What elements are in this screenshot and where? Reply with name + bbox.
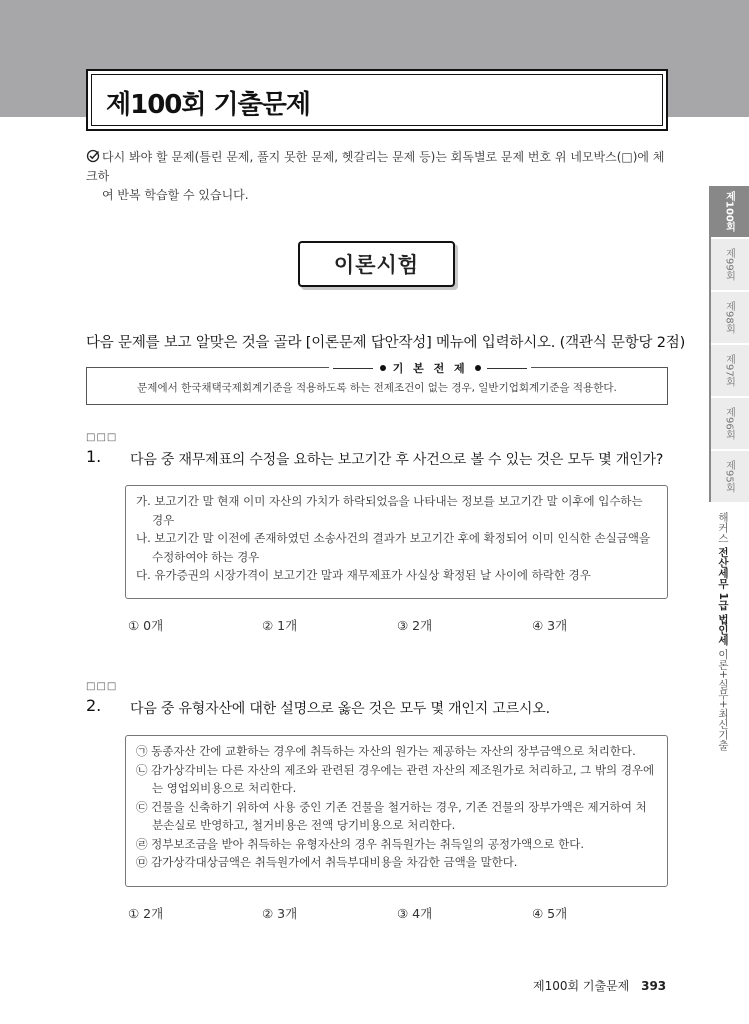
q1-text: 다음 중 재무제표의 수정을 요하는 보고기간 후 사건으로 볼 수 있는 것은 모두 몇 개인가? xyxy=(130,452,664,468)
side-tab-label: 제96회 xyxy=(723,407,735,440)
side-tab-95[interactable] xyxy=(709,451,749,503)
side-tab-100[interactable] xyxy=(709,186,749,238)
q2-option-1[interactable]: ① 2개 xyxy=(128,906,164,921)
side-tab-label: 제95회 xyxy=(723,460,735,493)
q2-statement: ㉣ 정부보조금을 받아 취득하는 유형자산의 경우 취득원가는 취득일의 공정가액으로 한다. xyxy=(136,836,584,851)
premise-label-line-left xyxy=(333,368,373,369)
q1-options xyxy=(128,616,668,636)
review-note-line2: 여 반복 학습할 수 있습니다. xyxy=(102,188,249,202)
q2-statements-box xyxy=(125,735,668,887)
q1-option-1[interactable]: ① 0개 xyxy=(128,618,164,633)
q2-text: 다음 중 유형자산에 대한 설명으로 옳은 것은 모두 몇 개인지 고르시오. xyxy=(130,701,550,717)
page-footer xyxy=(533,977,666,994)
page-title: 제100회 기출문제 xyxy=(106,90,311,120)
side-tab-label: 제100회 xyxy=(723,191,735,232)
title-box xyxy=(86,69,668,131)
side-tab-divider xyxy=(709,186,711,502)
q1-review-checkboxes[interactable]: □□□ xyxy=(86,432,118,443)
side-tab-label: 제98회 xyxy=(723,301,735,334)
q1-option-3[interactable]: ③ 2개 xyxy=(397,618,433,633)
q1-option-4[interactable]: ④ 3개 xyxy=(532,618,568,633)
q1-statement: 나. 보고기간 말 이전에 존재하였던 소송사건의 결과가 보고기간 후에 확정되어 이미 인식한 손실금액을 수정하여야 하는 경우 xyxy=(136,531,651,564)
side-tab-98[interactable] xyxy=(709,292,749,344)
q1-option-2[interactable]: ② 1개 xyxy=(262,618,298,633)
premise-label-dot-left xyxy=(380,365,386,371)
q2-statement: ㉤ 감가상각대상금액은 취득원가에서 취득부대비용을 차감한 금액을 말한다. xyxy=(136,855,518,869)
premise-label xyxy=(329,360,531,376)
q2-option-4[interactable]: ④ 5개 xyxy=(532,906,568,921)
premise-text: 문제에서 한국채택국제회계기준을 적용하도록 하는 전제조건이 없는 경우, 일반기업회계기준을 적용한다. xyxy=(137,382,617,394)
q2-option-3[interactable]: ③ 4개 xyxy=(397,906,433,921)
premise-label-text: 기 본 전 제 xyxy=(392,362,468,375)
review-note-line1: 다시 봐야 할 문제(틀린 문제, 풀지 못한 문제, 헷갈리는 문제 등)는 회독별로 문제 번호 위 네모박스(□)에 체크하 xyxy=(86,150,665,183)
q1-number: 1. xyxy=(86,447,102,466)
q2-options xyxy=(128,904,668,924)
q2-review-checkboxes[interactable]: □□□ xyxy=(86,681,118,692)
q2-option-2[interactable]: ② 3개 xyxy=(262,906,298,921)
side-tab-label: 제99회 xyxy=(723,248,735,281)
instruction-text: 다음 문제를 보고 알맞은 것을 골라 [이론문제 답안작성] 메뉴에 입력하시오. (객관식 문항당 2점) xyxy=(86,335,686,351)
section-title: 이론시험 xyxy=(333,253,420,277)
q1-statements-box xyxy=(125,485,668,599)
side-book-name: 전산세무 1급 법인세 xyxy=(717,546,729,646)
q1-statement: 가. 보고기간 말 현재 이미 자산의 가치가 하락되었음을 나타내는 정보를 보고기간 말 이후에 입수하는 경우 xyxy=(136,494,643,527)
side-tab-label: 제97회 xyxy=(723,354,735,387)
side-book-brand: 해커스 xyxy=(717,512,729,544)
review-note xyxy=(86,148,670,205)
premise-label-line-right xyxy=(487,368,527,369)
premise-label-dot-right xyxy=(475,365,481,371)
q2-number: 2. xyxy=(86,696,102,715)
q2-statement: ㉡ 감가상각비는 다른 자산의 제조와 관련된 경우에는 관련 자산의 제조원가로 처리하고, 그 밖의 경우에는 영업외비용으로 처리한다. xyxy=(136,762,655,795)
section-title-box xyxy=(298,241,455,287)
side-tab-99[interactable] xyxy=(709,239,749,291)
q1-statement: 다. 유가증권의 시장가격이 보고기간 말과 재무제표가 사실상 확정된 날 사이에 하락한 경우 xyxy=(136,568,591,582)
page-number: 393 xyxy=(641,979,667,993)
side-tab-97[interactable] xyxy=(709,345,749,397)
q2-statement: ㉢ 건물을 신축하기 위하여 사용 중인 기존 건물을 철거하는 경우, 기존 건물의 장부가액은 제거하여 처분손실로 반영하고, 철거비용은 전액 당기비용으로 처리한다. xyxy=(136,799,647,832)
side-tab-96[interactable] xyxy=(709,398,749,450)
q2-statement: ㉠ 동종자산 간에 교환하는 경우에 취득하는 자산의 원가는 제공하는 자산의 장부금액으로 처리한다. xyxy=(136,744,636,758)
check-circle-icon xyxy=(86,149,100,163)
side-book-subtitle: 이론+실무+최신기출 xyxy=(717,648,729,751)
footer-label: 제100회 기출문제 xyxy=(533,979,630,993)
premise-box xyxy=(86,362,668,405)
side-book-title xyxy=(716,512,731,750)
